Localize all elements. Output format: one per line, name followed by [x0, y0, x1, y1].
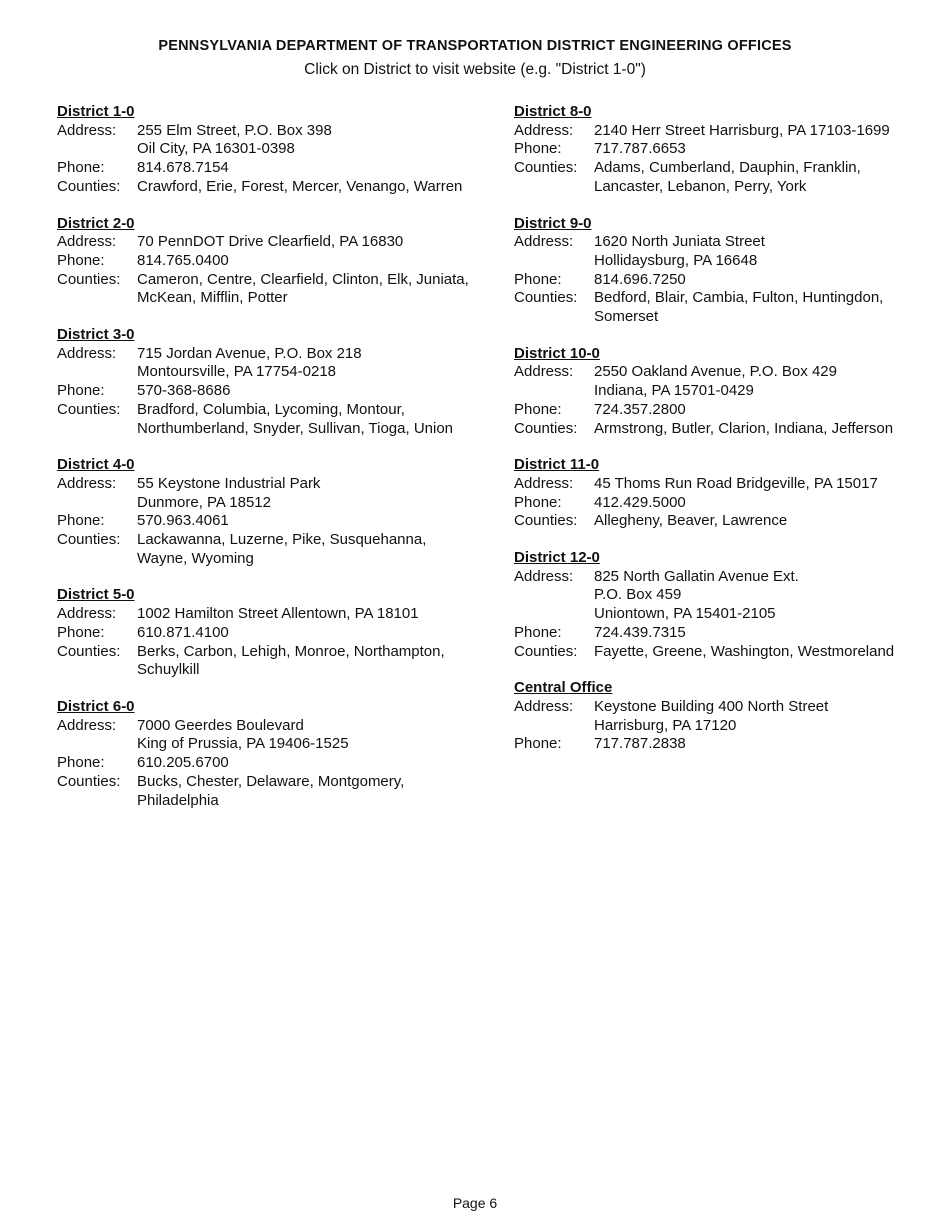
- phone-value: 724.357.2800: [594, 400, 686, 418]
- phone-label: Phone:: [57, 382, 105, 400]
- counties-label: Counties:: [514, 642, 578, 660]
- counties-value: Bucks, Chester, Delaware, Montgomery, Philadelphia: [137, 772, 405, 809]
- district-link-district-6-0[interactable]: District 6-0: [57, 697, 135, 715]
- address-line: 1002 Hamilton Street Allentown, PA 18101: [137, 605, 419, 623]
- phone-value: 814.678.7154: [137, 159, 229, 177]
- phone-value: 570.963.4061: [137, 512, 229, 530]
- district-block: [57, 326, 477, 438]
- district-link-district-10-0[interactable]: District 10-0: [514, 344, 600, 362]
- address-line: 2140 Herr Street Harrisburg, PA 17103-1699: [594, 121, 890, 139]
- address-value: [594, 363, 934, 400]
- address-line: King of Prussia, PA 19406-1525: [137, 735, 349, 753]
- address-label: Address:: [514, 567, 574, 585]
- phone-row: [514, 271, 934, 290]
- phone-label: Phone:: [57, 754, 105, 772]
- address-row: [57, 233, 477, 252]
- phone-row: [514, 624, 934, 643]
- district-block: [57, 215, 477, 309]
- district-block: [514, 215, 934, 327]
- address-line: 1620 North Juniata Street: [594, 233, 765, 251]
- address-label: Address:: [57, 474, 117, 492]
- district-block: [514, 549, 934, 661]
- page-number: Page 6: [452, 1195, 498, 1211]
- phone-row: [514, 401, 934, 420]
- counties-label: Counties:: [514, 159, 578, 177]
- address-row: [57, 475, 477, 512]
- phone-label: Phone:: [57, 512, 105, 530]
- district-link-district-9-0[interactable]: District 9-0: [514, 214, 592, 232]
- address-row: [514, 363, 934, 400]
- phone-label: Phone:: [57, 251, 105, 269]
- district-block: [514, 456, 934, 531]
- district-block: [514, 103, 934, 197]
- phone-value: 814.696.7250: [594, 270, 686, 288]
- address-row: [514, 475, 934, 494]
- counties-value: Armstrong, Butler, Clarion, Indiana, Jefferson: [594, 419, 894, 437]
- counties-label: Counties:: [57, 772, 121, 790]
- district-link-district-3-0[interactable]: District 3-0: [57, 326, 135, 344]
- counties-row: [514, 512, 934, 531]
- counties-row: [514, 420, 934, 439]
- left-column: [57, 103, 477, 828]
- phone-label: Phone:: [57, 159, 105, 177]
- counties-label: Counties:: [57, 400, 121, 418]
- district-block: [57, 586, 477, 680]
- district-block: [514, 345, 934, 439]
- address-line: Harrisburg, PA 17120: [594, 716, 737, 734]
- counties-value: Cameron, Centre, Clearfield, Clinton, Elk, Juniata, McKean, Mifflin, Potter: [137, 270, 469, 307]
- address-row: [57, 122, 477, 159]
- district-link-district-4-0[interactable]: District 4-0: [57, 456, 135, 474]
- phone-row: [57, 624, 477, 643]
- district-link-district-5-0[interactable]: District 5-0: [57, 586, 135, 604]
- phone-row: [514, 140, 934, 159]
- phone-value: 610.205.6700: [137, 754, 229, 772]
- counties-value: Adams, Cumberland, Dauphin, Franklin, Lancaster, Lebanon, Perry, York: [594, 159, 861, 195]
- address-row: [514, 233, 934, 270]
- district-link-district-11-0[interactable]: District 11-0: [514, 456, 600, 474]
- counties-row: [514, 159, 934, 196]
- address-line: Uniontown, PA 15401-2105: [594, 605, 776, 623]
- counties-label: Counties:: [57, 531, 121, 549]
- address-value: [594, 698, 934, 735]
- phone-row: [514, 735, 934, 754]
- page-subtitle: Click on District to visit website (e.g. "District 1-0"): [304, 61, 646, 78]
- counties-value: Crawford, Erie, Forest, Mercer, Venango, Warren: [137, 177, 463, 195]
- address-line: Dunmore, PA 18512: [137, 493, 271, 511]
- counties-label: Counties:: [57, 270, 121, 288]
- district-link-district-1-0[interactable]: District 1-0: [57, 103, 135, 120]
- page-title: PENNSYLVANIA DEPARTMENT OF TRANSPORTATION DISTRICT ENGINEERING OFFICES: [158, 38, 792, 54]
- district-block: [57, 103, 477, 197]
- address-line: Hollidaysburg, PA 16648: [594, 251, 758, 269]
- address-line: 70 PennDOT Drive Clearfield, PA 16830: [137, 233, 404, 251]
- district-block: [57, 456, 477, 568]
- address-row: [514, 122, 934, 141]
- counties-row: [57, 531, 477, 568]
- address-line: 7000 Geerdes Boulevard: [137, 716, 304, 734]
- address-value: [137, 233, 477, 252]
- address-line: 715 Jordan Avenue, P.O. Box 218: [137, 344, 362, 362]
- phone-label: Phone:: [514, 270, 562, 288]
- counties-label: Counties:: [57, 642, 121, 660]
- address-label: Address:: [514, 121, 574, 139]
- address-value: [594, 475, 934, 494]
- address-label: Address:: [57, 716, 117, 734]
- counties-value: Fayette, Greene, Washington, Westmoreland: [594, 642, 895, 660]
- phone-label: Phone:: [514, 400, 562, 418]
- phone-value: 717.787.2838: [594, 735, 686, 753]
- phone-label: Phone:: [514, 735, 562, 753]
- address-line: Keystone Building 400 North Street: [594, 697, 829, 715]
- address-value: [594, 233, 934, 270]
- counties-value: Bedford, Blair, Cambia, Fulton, Huntingdon, Somerset: [594, 289, 884, 326]
- address-value: [594, 568, 934, 624]
- address-row: [514, 698, 934, 735]
- address-line: Oil City, PA 16301-0398: [137, 140, 295, 158]
- address-label: Address:: [514, 233, 574, 251]
- counties-row: [514, 289, 934, 326]
- district-link-district-8-0[interactable]: District 8-0: [514, 103, 592, 120]
- phone-value: 717.787.6653: [594, 140, 686, 158]
- district-block: [57, 698, 477, 810]
- phone-label: Phone:: [514, 493, 562, 511]
- counties-value: Berks, Carbon, Lehigh, Monroe, Northampton, Schuylkill: [137, 642, 445, 679]
- address-row: [514, 568, 934, 624]
- address-row: [57, 345, 477, 382]
- address-value: [137, 475, 477, 512]
- address-label: Address:: [514, 474, 574, 492]
- counties-row: [57, 178, 477, 197]
- phone-label: Phone:: [514, 623, 562, 641]
- address-line: Indiana, PA 15701-0429: [594, 382, 754, 400]
- address-line: 55 Keystone Industrial Park: [137, 474, 321, 492]
- phone-value: 814.765.0400: [137, 251, 229, 269]
- address-value: [594, 122, 934, 141]
- address-label: Address:: [57, 605, 117, 623]
- address-label: Address:: [57, 344, 117, 362]
- address-label: Address:: [57, 233, 117, 251]
- phone-row: [57, 382, 477, 401]
- phone-label: Phone:: [57, 623, 105, 641]
- address-line: 255 Elm Street, P.O. Box 398: [137, 121, 332, 139]
- district-block: [514, 679, 934, 754]
- phone-row: [57, 252, 477, 271]
- address-label: Address:: [514, 363, 574, 381]
- counties-value: Allegheny, Beaver, Lawrence: [594, 512, 788, 530]
- address-line: Montoursville, PA 17754-0218: [137, 363, 337, 381]
- counties-row: [57, 401, 477, 438]
- address-line: 45 Thoms Run Road Bridgeville, PA 15017: [594, 474, 878, 492]
- address-value: [137, 717, 477, 754]
- address-label: Address:: [514, 697, 574, 715]
- counties-row: [514, 643, 934, 662]
- phone-row: [57, 754, 477, 773]
- right-column: [514, 103, 934, 772]
- counties-label: Counties:: [514, 419, 578, 437]
- phone-value: 412.429.5000: [594, 493, 686, 511]
- phone-row: [57, 512, 477, 531]
- phone-row: [514, 494, 934, 513]
- counties-value: Lackawanna, Luzerne, Pike, Susquehanna, Wayne, Wyoming: [137, 531, 427, 567]
- counties-row: [57, 643, 477, 680]
- address-line: P.O. Box 459: [594, 586, 682, 604]
- counties-value: Bradford, Columbia, Lycoming, Montour, Northumberland, Snyder, Sullivan, Tioga, Union: [137, 400, 454, 437]
- phone-label: Phone:: [514, 140, 562, 158]
- counties-row: [57, 271, 477, 308]
- address-value: [137, 122, 477, 159]
- counties-label: Counties:: [57, 177, 121, 195]
- counties-label: Counties:: [514, 289, 578, 307]
- counties-row: [57, 773, 477, 810]
- district-link-central-office[interactable]: Central Office: [514, 679, 613, 697]
- address-label: Address:: [57, 121, 117, 139]
- address-value: [137, 345, 477, 382]
- address-row: [57, 605, 477, 624]
- address-line: 825 North Gallatin Avenue Ext.: [594, 567, 799, 585]
- district-link-district-2-0[interactable]: District 2-0: [57, 214, 135, 232]
- address-value: [137, 605, 477, 624]
- phone-value: 724.439.7315: [594, 623, 686, 641]
- counties-label: Counties:: [514, 512, 578, 530]
- address-line: 2550 Oakland Avenue, P.O. Box 429: [594, 363, 837, 381]
- district-link-district-12-0[interactable]: District 12-0: [514, 549, 600, 567]
- phone-value: 610.871.4100: [137, 623, 229, 641]
- phone-row: [57, 159, 477, 178]
- address-row: [57, 717, 477, 754]
- phone-value: 570-368-8686: [137, 382, 231, 400]
